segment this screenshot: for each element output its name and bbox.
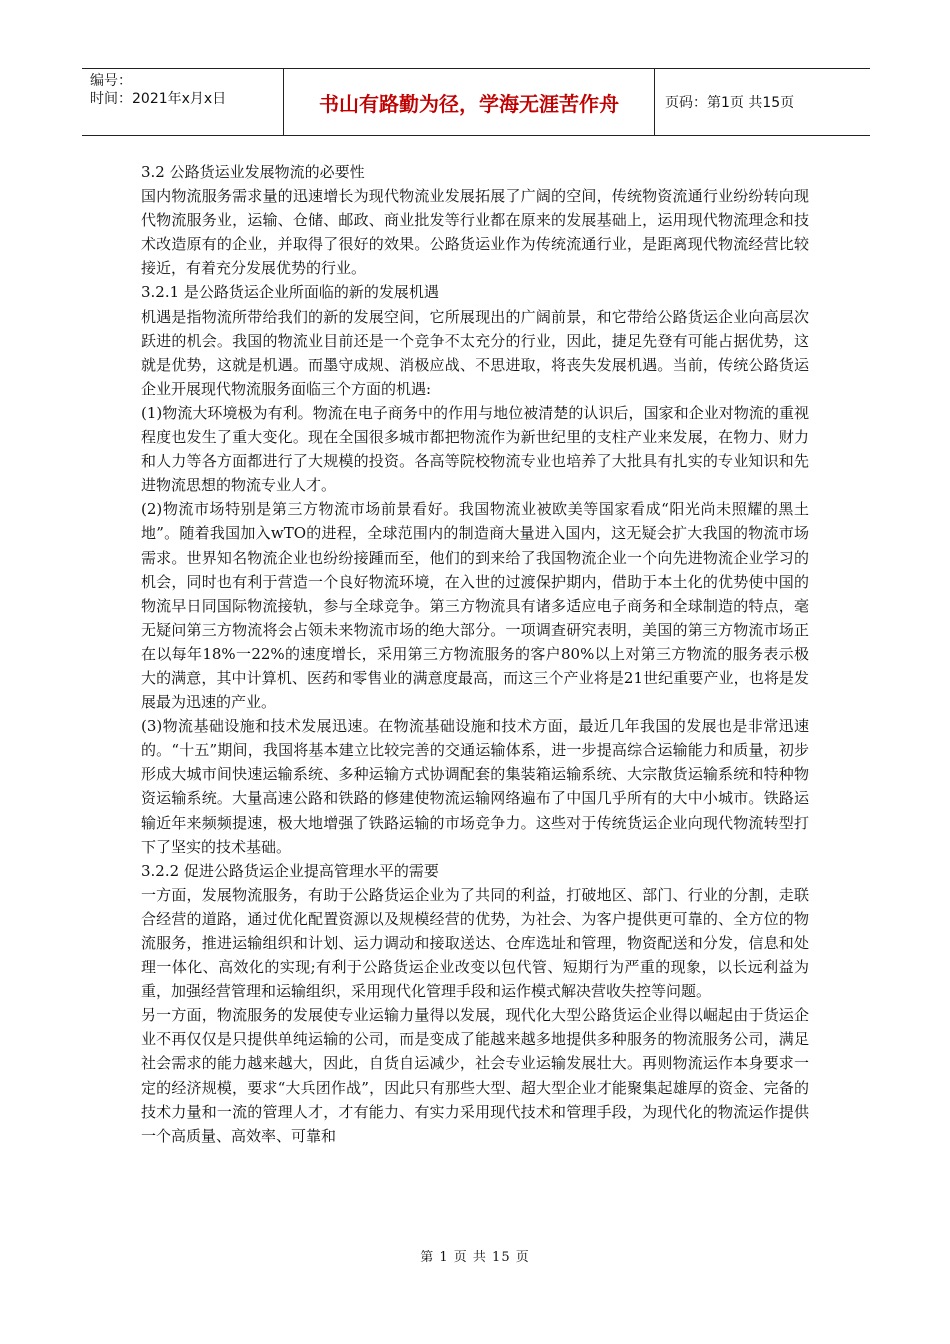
body-paragraph: 另一方面，物流服务的发展使专业运输力量得以发展，现代化大型公路货运企业得以崛起由于货运企业不再仅仅是只提供单纯运输的公司，而是变成了能越来越多地提供多种服务的物流服务公司，满足社会需求的能力越来越大，因此，自货自运减少，社会专业运输发展壮大。再则物流运作本身要求一定的经济规模，要求“大兵团作战”，因此只有那些大型、超大型企业才能聚集起雄厚的资金、完备的技术力量和一流的管理人才，才有能力、有实力采用现代技术和管理手段，为现代化的物流运作提供一个高质量、高效率、可靠和 xyxy=(141,1006,809,1145)
body-paragraph: (1)物流大环境极为有利。物流在电子商务中的作用与地位被清楚的认识后，国家和企业对物流的重视程度也发生了重大变化。现在全国很多城市都把物流作为新世纪里的支柱产业来发展，在物力、财力和人力等各方面都进行了大规模的投资。各高等院校物流专业也培养了大批具有扎实的专业知识和先进物流思想的物流专业人才。 xyxy=(141,403,809,495)
document-number-label: 编号： xyxy=(90,73,132,89)
header-page-info: 页码：第1页 共15页 xyxy=(665,95,795,111)
header-meta xyxy=(82,69,284,135)
body-paragraph: (2)物流市场特别是第三方物流市场前景看好。我国物流业被欧美等国家看成“阳光尚未照耀的黑土地”。随着我国加入wTO的进程，全球范围内的制造商大量进入国内，这无疑会扩大我国的物流市场需求。世界知名物流企业也纷纷接踵而至，他们的到来给了我国物流企业一个向先进物流企业学习的机会，同时也有利于营造一个良好物流环境，在入世的过渡保护期内，借助于本土化的优势使中国的物流早日同国际物流接轨，参与全球竞争。第三方物流具有诸多适应电子商务和全球制造的特点，毫无疑问第三方物流将会占领未来物流市场的绝大部分。一项调查研究表明，美国的第三方物流市场正在以每年18%一22%的速度增长，采用第三方物流服务的客户80%以上对第三方物流的服务表示极大的满意，其中计算机、医药和零售业的满意度最高，而这三个产业将是21世纪重要产业，也将是发展最为迅速的产业。 xyxy=(141,500,809,712)
subsection-heading: 3.2.1 是公路货运企业所面临的新的发展机遇 xyxy=(141,283,439,302)
subsection-heading: 3.2.2 促进公路货运企业提高管理水平的需要 xyxy=(141,861,439,880)
body-paragraph: 机遇是指物流所带给我们的新的发展空间，它所展现出的广阔前景，和它带给公路货运企业向高层次跃进的机会。我国的物流业目前还是一个竞争不太充分的行业，因此，捷足先登有可能占据优势，这就是优势，这就是机遇。而墨守成规、消极应战、不思进取，将丧失发展机遇。当前，传统公路货运企业开展现代物流服务面临三个方面的机遇: xyxy=(141,307,809,398)
body-paragraph: (3)物流基础设施和技术发展迅速。在物流基础设施和技术方面，最近几年我国的发展也是非常迅速的。“十五”期间，我国将基本建立比较完善的交通运输体系，进一步提高综合运输能力和质量，初步形成大城市间快速运输系统、多种运输方式协调配套的集装箱运输系统、大宗散货运输系统和特种物资运输系统。大量高速公路和铁路的修建使物流运输网络遍布了中国几乎所有的大中小城市。铁路运输近年来频频提速，极大地增强了铁路运输的市场竞争力。这些对于传统货运企业向现代物流转型打下了坚实的技术基础。 xyxy=(141,717,809,856)
page-header xyxy=(82,68,870,136)
document-body xyxy=(141,160,809,1148)
header-motto: 书山有路勤为径，学海无涯苦作舟 xyxy=(284,69,655,135)
document-date: 时间：2021年x月x日 xyxy=(90,91,227,107)
body-paragraph: 一方面，发展物流服务，有助于公路货运企业为了共同的利益，打破地区、部门、行业的分割，走联合经营的道路，通过优化配置资源以及规模经营的优势，为社会、为客户提供更可靠的、全方位的物流服务，推进运输组织和计划、运力调动和接取送达、仓库选址和管理，物资配送和分发，信息和处理一体化、高效化的实现;有利于公路货运企业改变以包代管、短期行为严重的现象，以长远利益为重，加强经营管理和运输组织，采用现代化管理手段和运作模式解决营收失控等问题。 xyxy=(141,885,809,1001)
body-paragraph: 国内物流服务需求量的迅速增长为现代物流业发展拓展了广阔的空间，传统物资流通行业纷纷转向现代物流服务业，运输、仓储、邮政、商业批发等行业都在原来的发展基础上，运用现代物流理念和技术改造原有的企业，并取得了很好的效果。公路货运业作为传统流通行业，是距离现代物流经营比较接近，有着充分发展优势的行业。 xyxy=(141,187,809,278)
page-footer: 第 1 页 共 15 页 xyxy=(420,1250,530,1265)
section-heading: 3.2 公路货运业发展物流的必要性 xyxy=(141,163,365,181)
